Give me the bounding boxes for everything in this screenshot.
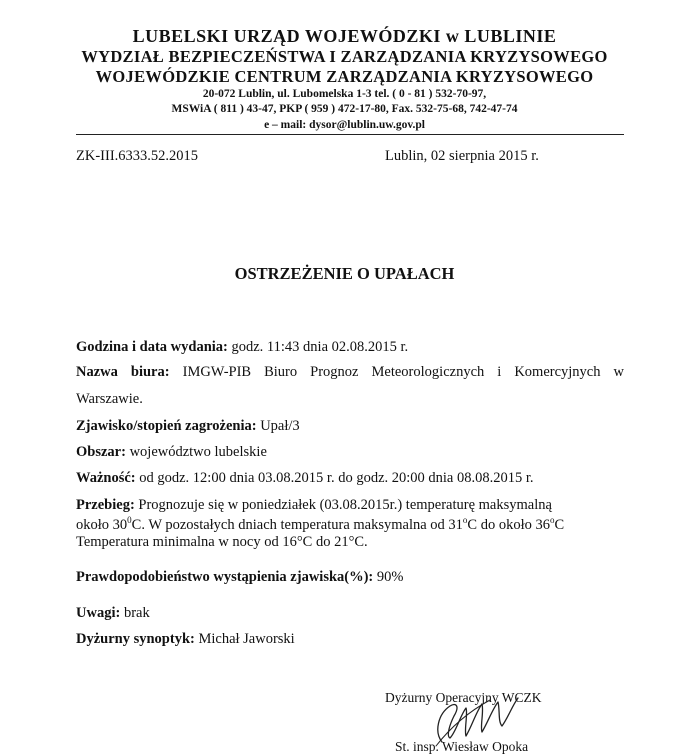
area-row xyxy=(76,444,267,461)
signatory-name: St. insp. Wiesław Opoka xyxy=(395,739,529,754)
area-label: Obszar: xyxy=(76,444,126,460)
remarks-row xyxy=(76,605,150,622)
header-address: 20-072 Lublin, ul. Lubomelska 1-3 tel. ( 0 - 81 ) 532-70-97, xyxy=(202,88,487,100)
validity-value: od godz. 12:00 dnia 03.08.2015 r. do godz. 20:00 dnia 08.08.2015 r. xyxy=(135,470,534,486)
degree-mark: o xyxy=(462,515,468,525)
remarks-value: brak xyxy=(120,605,150,621)
course-line3: Temperatura minimalna w nocy od 16°C do 21°C. xyxy=(76,534,368,550)
degree-mark: 0 xyxy=(127,515,132,525)
course-line1: Prognozuje się w poniedziałek (03.08.2015r.) temperaturę maksymalną xyxy=(134,497,552,513)
forecaster-row xyxy=(76,631,295,648)
forecaster-value: Michał Jaworski xyxy=(194,631,295,647)
course-line2-part-b: C. W pozostałych dniach temperatura maksymalna od 31 xyxy=(131,516,463,533)
degree-mark: o xyxy=(550,515,555,525)
header-department: WYDZIAŁ BEZPIECZEŃSTWA I ZARZĄDZANIA KRYZYSOWEGO xyxy=(81,47,608,66)
course-line2-part-d: C xyxy=(554,516,565,533)
header-divider xyxy=(76,134,624,135)
reference-number: ZK-III.6333.52.2015 xyxy=(76,148,199,164)
place-and-date: Lublin, 02 sierpnia 2015 r. xyxy=(385,148,539,164)
course-row-line1 xyxy=(76,497,552,514)
issue-value: godz. 11:43 dnia 02.08.2015 r. xyxy=(227,339,409,355)
office-value-line2: Warszawie. xyxy=(76,391,143,407)
office-row xyxy=(76,364,624,381)
validity-label: Ważność: xyxy=(76,470,136,486)
header-email: e – mail: dysor@lublin.uw.gov.pl xyxy=(264,119,425,131)
header-center: WOJEWÓDZKIE CENTRUM ZARZĄDZANIA KRYZYSOWEGO xyxy=(95,67,594,86)
area-value: województwo lubelskie xyxy=(125,444,267,460)
course-line2-part-a: około 30 xyxy=(76,516,128,533)
office-label: Nazwa biura: xyxy=(76,364,170,380)
course-row-line2 xyxy=(76,515,564,534)
office-value-line1: IMGW-PIB Biuro Prognoz Meteorologicznych i Komercyjnych w xyxy=(182,364,624,380)
probability-label: Prawdopodobieństwo wystąpienia zjawiska(%): xyxy=(76,569,374,585)
probability-row xyxy=(76,569,403,586)
phenomenon-row xyxy=(76,418,300,435)
phenomenon-label: Zjawisko/stopień zagrożenia: xyxy=(76,418,257,434)
forecaster-label: Dyżurny synoptyk: xyxy=(76,631,195,647)
document-title: OSTRZEŻENIE O UPAŁACH xyxy=(234,264,455,283)
issue-row xyxy=(76,339,408,356)
signatory-role: Dyżurny Operacyjny WCZK xyxy=(385,690,542,705)
course-label: Przebieg: xyxy=(76,497,135,513)
course-line2-part-c: C do około 36 xyxy=(467,516,550,533)
header-office-name: LUBELSKI URZĄD WOJEWÓDZKI w LUBLINIE xyxy=(132,26,557,46)
header-phones: MSWiA ( 811 ) 43-47, PKP ( 959 ) 472-17-80, Fax. 532-75-68, 742-47-74 xyxy=(171,103,518,115)
issue-label: Godzina i data wydania: xyxy=(76,339,228,355)
validity-row xyxy=(76,470,534,487)
remarks-label: Uwagi: xyxy=(76,605,121,621)
probability-value: 90% xyxy=(373,569,404,585)
phenomenon-value: Upał/3 xyxy=(256,418,300,434)
